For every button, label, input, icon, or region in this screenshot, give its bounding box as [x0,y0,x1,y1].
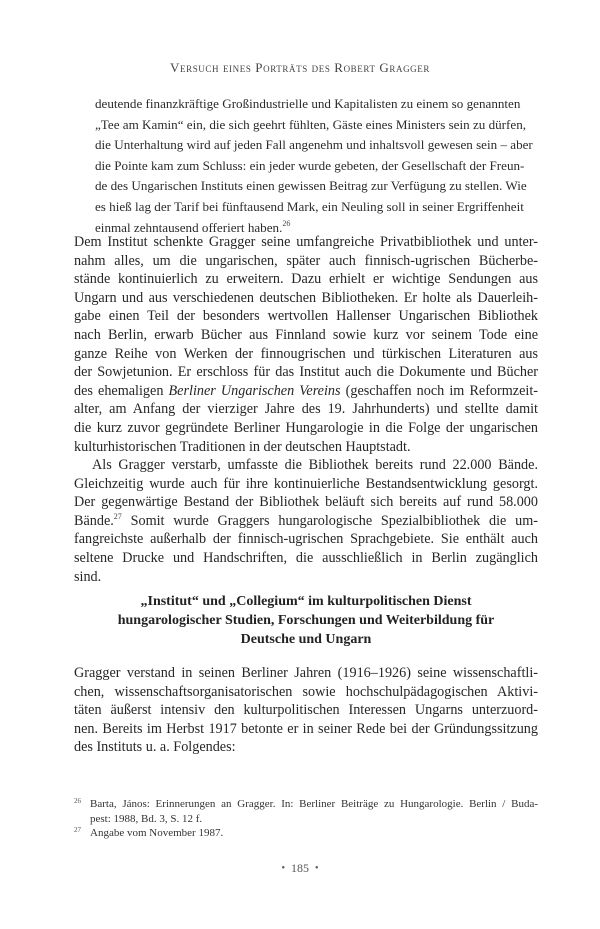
italic-society-name: Berliner Ungarischen Vereins [168,382,341,399]
footnote-number: 27 [74,826,81,834]
text-line: alter, am Anfang der vierziger Jahre des 19. Jahrhunderts) und stellte damit [74,401,538,418]
paragraph-holdings [74,456,538,586]
footnote-ref-26[interactable]: 26 [282,218,291,228]
page-number-text: 185 [291,861,309,875]
text-line: täten äußerst intensiv den kulturpolitischen Interessen Ungarns unterzuord- [74,702,538,719]
text-line: die kurz zuvor gegründete Berliner Hungarologie in die Folge der ungarischen [74,419,538,436]
quote-line: die Pointe kam zum Schluss: ein jeder wurde gebeten, der Gesellschaft der Freun- [95,157,525,173]
text-line: Als Gragger verstarb, umfasste die Bibliothek bereits rund 22.000 Bände. [92,457,538,473]
text-line [74,382,538,401]
text-line: der Sowjetunion. Er erschloss für das Institut auch die Dokumente und Bücher [74,364,538,381]
text-line: kulturhistorischen Traditionen in der deutschen Hauptstadt. [74,438,411,455]
text-line: ganze Reihe von Werken der finnougrischen und türkischen Literaturen aus [74,345,538,362]
footnote-line: Angabe vom November 1987. [90,827,224,839]
quote-line: deutende finanzkräftige Großindustrielle und Kapitalisten zu einem so genannten [95,96,521,111]
text-line: Gleichzeitig wurde auch für ihre kontinuierliche Bestandsentwicklung gesorgt. [74,475,538,492]
text-line: Dem Institut schenkte Gragger seine umfangreiche Privatbibliothek und unter- [74,234,538,250]
text-line: Gragger verstand in seinen Berliner Jahren (1916–1926) seine wissenschaftli- [74,665,538,681]
text-line: Der gegenwärtige Bestand der Bibliothek beläuft sich bereits auf rund 58.000 [74,494,538,511]
text-run: Somit wurde Graggers hungarologische Spezialbibliothek die um- [121,512,538,529]
text-line: seltene Drucke und Handschriften, die ausschließlich in Berlin zugänglich [74,549,538,566]
quote-line: de des Ungarischen Instituts einen gewissen Beitrag zur Verfügung zu stellen. Wie [95,178,527,194]
bullet-ornament-icon: • [315,863,319,874]
footnote-27 [74,826,538,841]
footnote-number: 26 [74,797,81,805]
text-run: (geschaffen noch im Reformzeit- [340,382,538,399]
footnote-line: pest: 1988, Bd. 3, S. 12 f. [90,812,203,825]
block-quote [95,94,533,238]
text-run: des ehemaligen [74,382,169,399]
section-heading [74,592,538,649]
text-line: nahm alles, um die ungarischen, später auch finnisch-ugrischen Bücherbe- [74,252,538,269]
footnote-line: Barta, János: Erinnerungen an Gragger. In: Berliner Beiträge zu Hungarologie. Berlin / Buda- [90,798,538,810]
text-line: chen, wissenschaftsorganisatorischen sowie hochschulpädagogischen Aktivi- [74,683,538,700]
text-run: Bände. [74,512,114,529]
text-line: Ungarn und aus verschiedenen deutschen Bibliotheken. Er holte als Dauerleih- [74,289,538,306]
text-line: stände kontinuierlich zu erweitern. Dazu erhielt er wichtige Sendungen aus [74,271,538,288]
running-head: Versuch eines Porträts des Robert Gragger [170,60,430,75]
text-line: nach Berlin, erwarb Bücher aus Finnland sowie kurz vor seinem Tode eine [74,326,538,343]
bullet-ornament-icon: • [281,863,285,874]
heading-line: hungarologischer Studien, Forschungen und Weiterbildung für [117,613,495,628]
quote-line: die Unterhaltung wird auf jeden Fall angenehm und inhaltsvoll gewesen sein – aber [95,137,533,153]
text-line: fangreichste außerhalb der finnisch-ugrischen Sprachgebiete. Sie enthält auch [74,531,538,548]
heading-line: Deutsche und Ungarn [240,632,372,647]
quote-line-text: einmal zehntausend offeriert haben. [95,219,283,235]
text-line: des Instituts u. a. Folgendes: [74,739,236,756]
paragraph-library [74,233,538,456]
text-line: sind. [74,568,102,585]
text-line [74,512,538,531]
heading-line: „Institut“ und „Collegium“ im kulturpolitischen Dienst [140,594,472,609]
paragraph-berlin-years [74,664,538,757]
footnotes [74,797,538,841]
text-line: gabe einen Teil der besonders wertvollen Hallenser Ungarischen Bibliothek [74,308,538,325]
footnote-ref-27[interactable]: 27 [113,511,122,521]
footnote-26 [74,797,538,826]
quote-line: es hieß lag der Tarif bei fünftausend Mark, ein Neuling soll in seiner Ergriffenheit [95,198,524,214]
quote-line: „Tee am Kamin“ ein, die sich geehrt fühlten, Gäste eines Ministers sein zu dürfen, [95,116,527,132]
text-line: nen. Bereits im Herbst 1917 betonte er in seiner Rede bei der Gründungssitzung [74,720,538,737]
page-number [0,861,600,876]
